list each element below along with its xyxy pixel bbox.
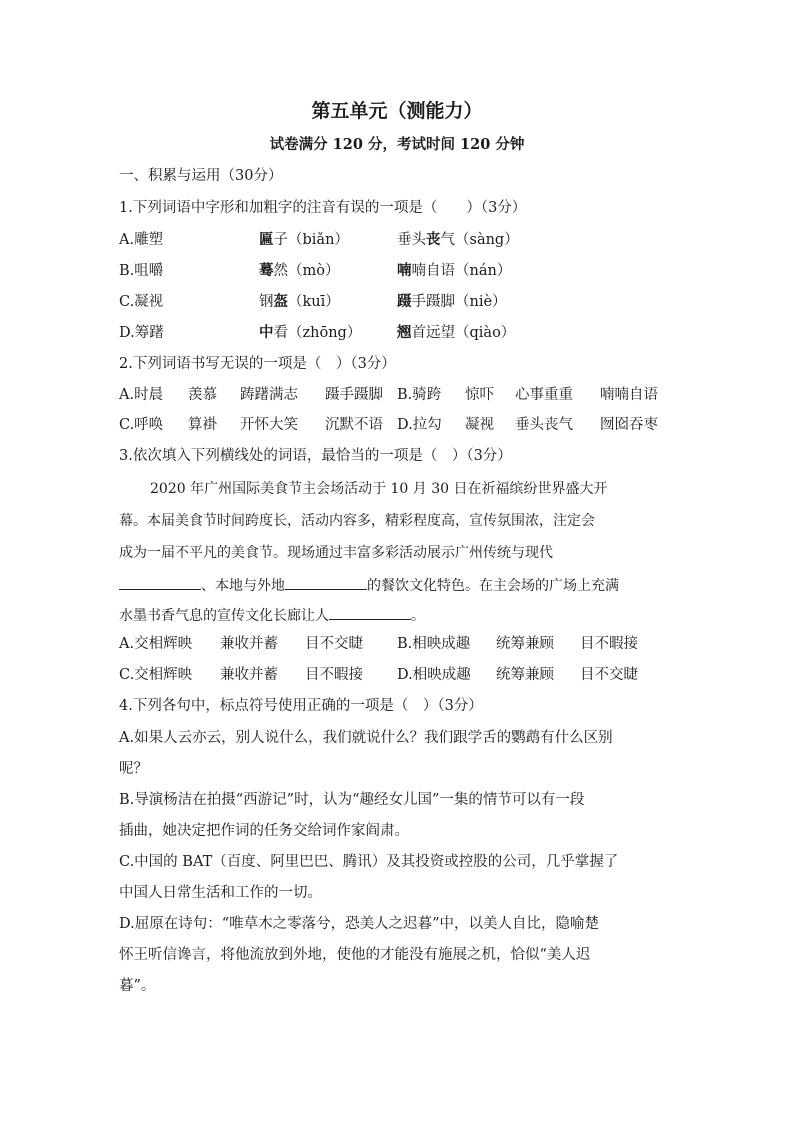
q2-option-cell: 凝视: [465, 417, 494, 433]
q4-option-d: D.屈原在诗句：“唯草木之零落兮，恐美人之迟暮”中，以美人自比，隐喻楚: [119, 916, 600, 932]
q2-option-cell: B.骑跨: [397, 387, 442, 403]
q3-passage-line: 、本地与外地 的餐饮文化特色。在主会场的广场上充满: [119, 575, 669, 596]
q1-option-a-word2: 匾子（biǎn）: [259, 231, 349, 248]
fill-blank: [119, 575, 201, 590]
q3-stem: 3.依次填入下列横线处的词语，最恰当的一项是（ ）（3分）: [119, 448, 512, 464]
q1-option-b-word2: 蓦然（mò）: [259, 262, 340, 279]
q2-option-cell: 蹑手蹑脚: [325, 387, 383, 403]
q1-option-c-word2: 钢盔（kuī）: [259, 293, 340, 310]
q4-option-c-cont: 中国人日常生活和工作的一切。: [119, 885, 322, 901]
q3-option-cell: 目不交睫: [580, 667, 638, 683]
q3-passage-line: 成为一届不平凡的美食节。现场通过丰富多彩活动展示广州传统与现代: [119, 545, 553, 561]
q3-option-cell: 目不交睫: [305, 636, 363, 652]
page-title: 第五单元（测能力）: [311, 100, 483, 122]
q4-option-b: B.导演杨洁在拍摄“西游记”时，认为“趣经女儿国”一集的情节可以有一段: [119, 792, 585, 808]
q2-option-cell: 囫囵吞枣: [600, 417, 658, 433]
q4-stem: 4.下列各句中，标点符号使用正确的一项是（ ）（3分）: [119, 698, 483, 714]
q1-option-d-word2: 中看（zhōng）: [259, 324, 362, 341]
section-heading: 一、积累与运用（30分）: [119, 168, 283, 184]
q2-option-cell: 沉默不语: [325, 417, 383, 433]
q3-option-cell: 目不暇接: [580, 636, 638, 652]
q1-option-b-word1: B.咀嚼: [119, 263, 164, 279]
q2-option-cell: 惊吓: [465, 387, 494, 403]
q3-passage-line: 幕。本届美食节时间跨度长，活动内容多，精彩程度高，宣传氛围浓，注定会: [119, 513, 595, 529]
q3-passage-line: 2020 年广州国际美食节主会场活动于 10 月 30 日在祈福缤纷世界盛大开: [150, 481, 608, 497]
q2-option-cell: D.拉勾: [397, 417, 442, 433]
q3-option-cell: 目不暇接: [305, 667, 363, 683]
q1-option-a-word1: A.雕塑: [119, 232, 164, 248]
q2-stem: 2.下列词语书写无误的一项是（ ）（3分）: [119, 356, 396, 372]
q4-option-d-cont: 怀王听信谗言，将他流放到外地，使他的才能没有施展之机，恰似“美人迟: [119, 947, 591, 963]
q1-option-b-word3: 喃喃自语（nán）: [397, 262, 512, 279]
fill-blank: [285, 575, 367, 590]
q4-option-c: C.中国的 BAT（百度、阿里巴巴、腾讯）及其投资或控股的公司，几乎掌握了: [119, 854, 619, 870]
q4-option-a: A.如果人云亦云，别人说什么，我们就说什么？我们跟学舌的鹦鹉有什么区别: [119, 730, 613, 746]
q3-option-cell: 兼收并蓄: [220, 636, 278, 652]
q1-option-c-word1: C.凝视: [119, 294, 164, 310]
q1-option-d-word1: D.筹躇: [119, 325, 164, 341]
q1-option-c-word3: 蹑手蹑脚（niè）: [397, 293, 507, 310]
q3-option-cell: B.相映成趣: [397, 636, 471, 652]
q3-option-cell: C.交相辉映: [119, 667, 193, 683]
q4-option-b-cont: 插曲，她决定把作词的任务交给词作家阎肃。: [119, 823, 409, 839]
q4-option-a-cont: 呢？: [119, 761, 148, 777]
q2-option-cell: C.呼唤: [119, 417, 164, 433]
q3-option-cell: 兼收并蓄: [220, 667, 278, 683]
q3-option-cell: 统筹兼顾: [496, 667, 554, 683]
q2-option-cell: 心事重重: [515, 387, 573, 403]
q4-option-d-cont: 暮”。: [119, 978, 156, 994]
q3-option-cell: D.相映成趣: [397, 667, 471, 683]
q2-option-cell: A.时晨: [119, 387, 164, 403]
q2-option-cell: 垂头丧气: [515, 417, 573, 433]
q2-option-cell: 羡慕: [188, 387, 217, 403]
q2-option-cell: 开怀大笑: [240, 417, 298, 433]
q2-option-cell: 算褂: [188, 417, 217, 433]
q3-option-cell: A.交相辉映: [119, 636, 193, 652]
fill-blank: [329, 605, 411, 620]
q1-option-d-word3: 翘首远望（qiào）: [397, 324, 516, 341]
q1-option-a-word3: 垂头丧气（sàng）: [397, 231, 519, 248]
q3-option-cell: 统筹兼顾: [496, 636, 554, 652]
q1-stem: 1.下列词语中字形和加粗字的注音有误的一项是（ ）（3分）: [119, 200, 527, 216]
q2-option-cell: 喃喃自语: [600, 387, 658, 403]
q3-passage-line: 水墨书香气息的宣传文化长廊让人 。: [119, 605, 669, 626]
page-subtitle: 试卷满分 120 分，考试时间 120 分钟: [269, 136, 525, 153]
q2-option-cell: 踌躇满志: [240, 387, 298, 403]
